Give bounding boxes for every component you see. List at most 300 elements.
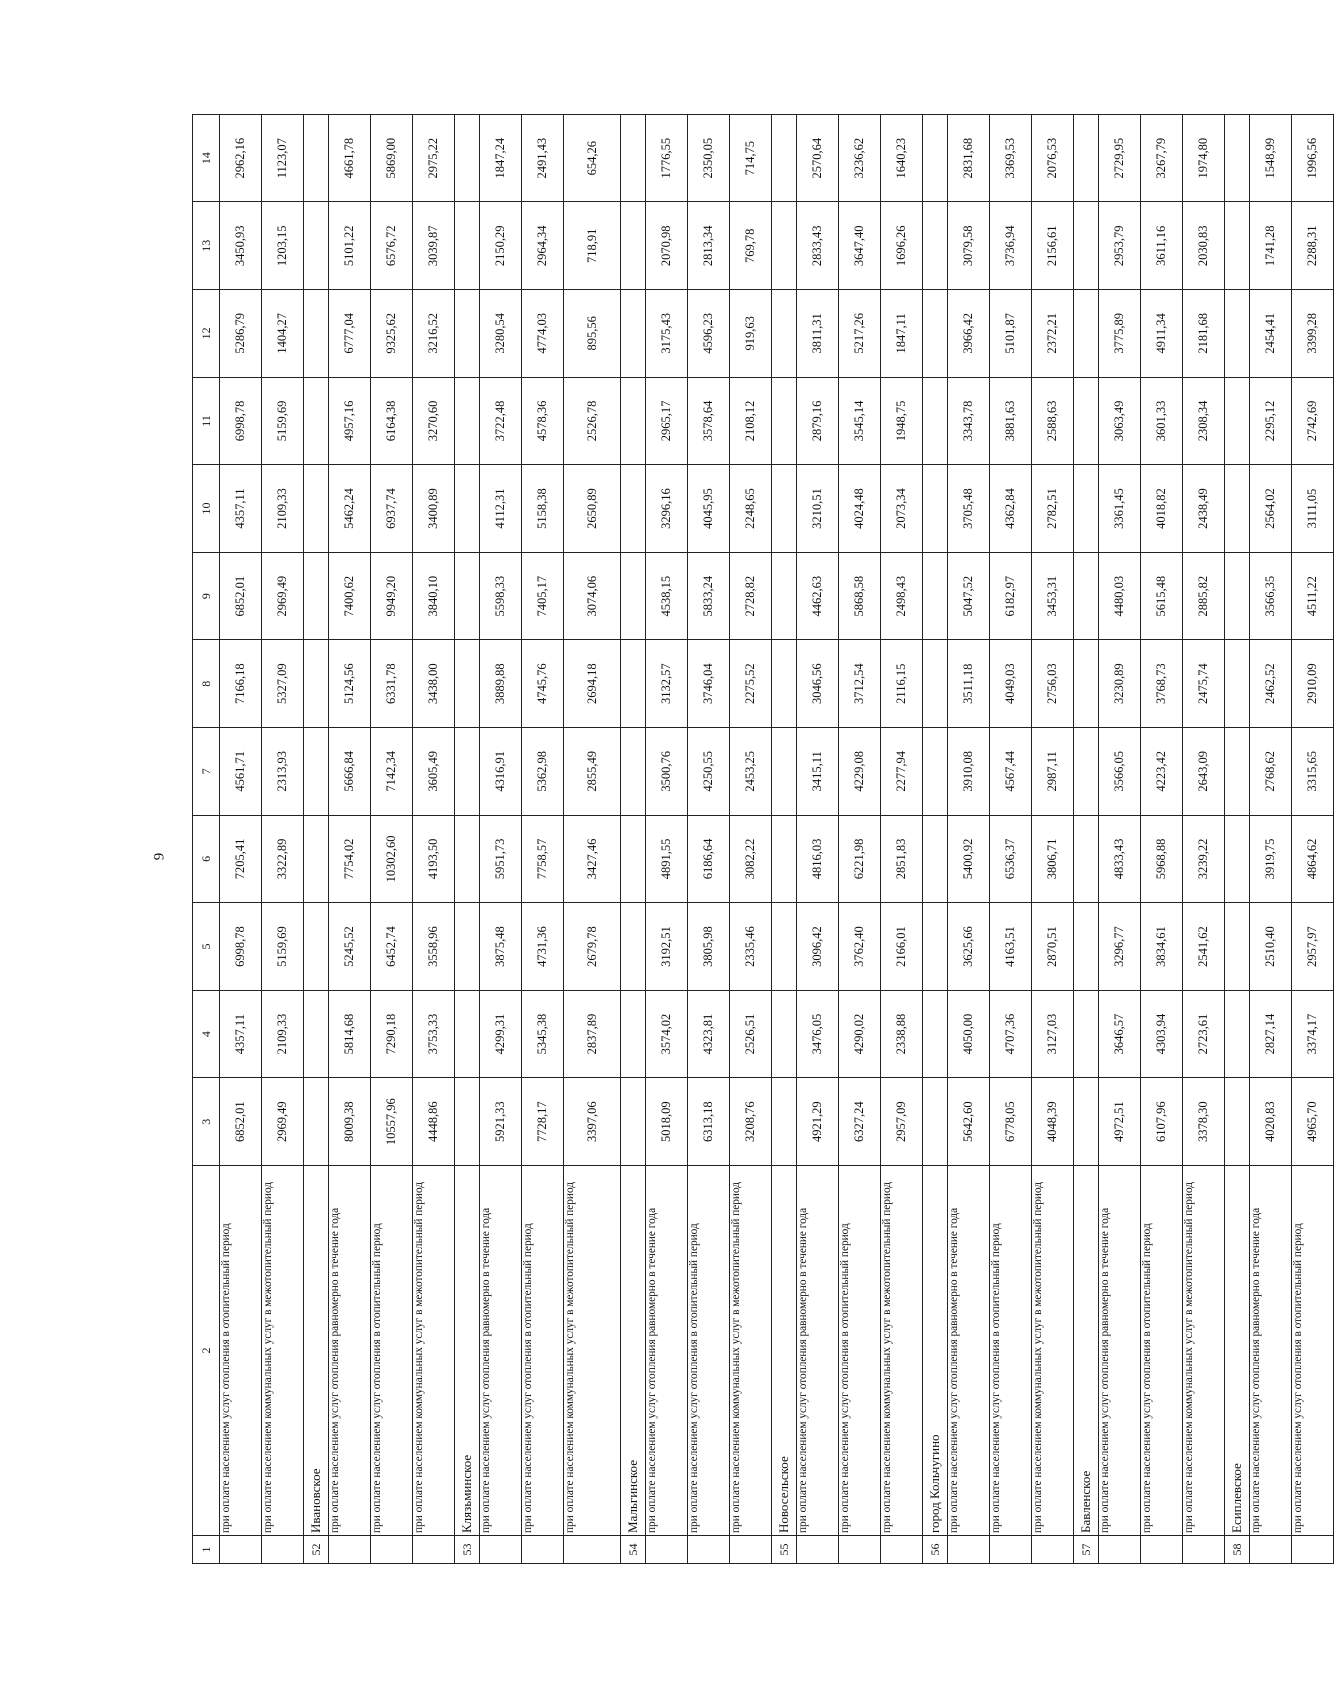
value-cell: 5666,84 (329, 728, 371, 816)
value-cell: 5362,98 (522, 728, 564, 816)
value-cell: 3039,87 (413, 202, 455, 290)
row-index (1250, 1536, 1292, 1564)
value-cell: 4972,51 (1099, 1078, 1141, 1166)
value-cell: 6164,38 (371, 377, 413, 465)
value-cell: 2833,43 (797, 202, 839, 290)
value-cell: 2756,03 (1032, 640, 1074, 728)
value-cell: 6221,98 (839, 815, 881, 903)
value-cell: 5814,68 (329, 990, 371, 1078)
value-cell: 4707,36 (990, 990, 1032, 1078)
value-cell: 2729,95 (1099, 114, 1141, 202)
table-row (839, 114, 881, 1563)
value-cell: 4299,31 (480, 990, 522, 1078)
value-cell: 5400,92 (948, 815, 990, 903)
value-cell: 4462,63 (797, 552, 839, 640)
value-cell: 6107,96 (1141, 1078, 1183, 1166)
value-cell: 2855,49 (564, 728, 621, 816)
value-cell: 2277,94 (881, 728, 923, 816)
value-cell: 4816,03 (797, 815, 839, 903)
value-cell: 3082,22 (730, 815, 772, 903)
value-cell: 3210,51 (797, 465, 839, 553)
value-cell: 3511,18 (948, 640, 990, 728)
table-row (881, 114, 923, 1563)
value-cell: 2643,09 (1183, 728, 1225, 816)
value-cell: 1696,26 (881, 202, 923, 290)
empty-cell (1225, 728, 1250, 816)
value-cell: 2526,78 (564, 377, 621, 465)
row-description: при оплате населением коммунальных услуг в межотопительный период (730, 1166, 772, 1536)
value-cell: 5615,48 (1141, 552, 1183, 640)
empty-cell (772, 202, 797, 290)
empty-cell (772, 290, 797, 378)
value-cell: 4018,82 (1141, 465, 1183, 553)
table-row (329, 114, 371, 1563)
value-cell: 2782,51 (1032, 465, 1074, 553)
value-cell: 2070,98 (646, 202, 688, 290)
empty-cell (621, 728, 646, 816)
value-cell: 3267,79 (1141, 114, 1183, 202)
value-cell: 3919,75 (1250, 815, 1292, 903)
value-cell: 5217,26 (839, 290, 881, 378)
value-cell: 2969,49 (262, 552, 304, 640)
row-description: при оплате населением услуг отопления в отопительный период (1141, 1166, 1183, 1536)
value-cell: 5642,60 (948, 1078, 990, 1166)
table-row (564, 114, 621, 1563)
section-title: Есиплевское (1225, 1166, 1250, 1536)
value-cell: 4050,00 (948, 990, 990, 1078)
value-cell: 1996,56 (1292, 114, 1334, 202)
value-cell: 5286,79 (220, 290, 262, 378)
empty-cell (923, 903, 948, 991)
value-cell: 3374,17 (1292, 990, 1334, 1078)
section-index: 56 (923, 1536, 948, 1564)
table-row (948, 114, 990, 1563)
value-cell: 2831,68 (948, 114, 990, 202)
column-header-5: 5 (193, 903, 220, 991)
value-cell: 2885,82 (1183, 552, 1225, 640)
row-index (948, 1536, 990, 1564)
value-cell: 3578,64 (688, 377, 730, 465)
value-cell: 3881,63 (990, 377, 1032, 465)
row-index (688, 1536, 730, 1564)
value-cell: 2438,49 (1183, 465, 1225, 553)
value-cell: 895,56 (564, 290, 621, 378)
value-cell: 2338,88 (881, 990, 923, 1078)
value-cell: 6778,05 (990, 1078, 1032, 1166)
empty-cell (1225, 465, 1250, 553)
empty-cell (772, 465, 797, 553)
value-cell: 4911,34 (1141, 290, 1183, 378)
value-cell: 7142,34 (371, 728, 413, 816)
value-cell: 8009,38 (329, 1078, 371, 1166)
value-cell: 7400,62 (329, 552, 371, 640)
value-cell: 6186,64 (688, 815, 730, 903)
value-cell: 3438,00 (413, 640, 455, 728)
row-description: при оплате населением коммунальных услуг в межотопительный период (413, 1166, 455, 1536)
value-cell: 2248,65 (730, 465, 772, 553)
section-row (1074, 114, 1099, 1563)
value-cell: 1948,75 (881, 377, 923, 465)
value-cell: 2108,12 (730, 377, 772, 465)
value-cell: 4921,29 (797, 1078, 839, 1166)
value-cell: 6313,18 (688, 1078, 730, 1166)
value-cell: 7205,41 (220, 815, 262, 903)
value-cell: 4323,81 (688, 990, 730, 1078)
empty-cell (304, 114, 329, 202)
value-cell: 1548,99 (1250, 114, 1292, 202)
value-cell: 2975,22 (413, 114, 455, 202)
table-row (413, 114, 455, 1563)
value-cell: 3296,16 (646, 465, 688, 553)
empty-cell (1074, 114, 1099, 202)
value-cell: 3111,05 (1292, 465, 1334, 553)
value-cell: 3453,31 (1032, 552, 1074, 640)
value-cell: 2491,43 (522, 114, 564, 202)
empty-cell (621, 903, 646, 991)
value-cell: 2454,41 (1250, 290, 1292, 378)
table-row (1183, 114, 1225, 1563)
value-cell: 3762,40 (839, 903, 881, 991)
column-header-9: 9 (193, 552, 220, 640)
value-cell: 769,78 (730, 202, 772, 290)
row-description: при оплате населением услуг отопления равномерно в течение года (329, 1166, 371, 1536)
value-cell: 3079,58 (948, 202, 990, 290)
value-cell: 4020,83 (1250, 1078, 1292, 1166)
column-header-3: 3 (193, 1078, 220, 1166)
value-cell: 654,26 (564, 114, 621, 202)
value-cell: 2813,34 (688, 202, 730, 290)
value-cell: 1123,07 (262, 114, 304, 202)
empty-cell (304, 990, 329, 1078)
value-cell: 4193,50 (413, 815, 455, 903)
empty-cell (455, 552, 480, 640)
value-cell: 4048,39 (1032, 1078, 1074, 1166)
value-cell: 4561,71 (220, 728, 262, 816)
value-cell: 3574,02 (646, 990, 688, 1078)
value-cell: 3132,57 (646, 640, 688, 728)
row-index (262, 1536, 304, 1564)
value-cell: 9325,62 (371, 290, 413, 378)
value-cell: 3834,61 (1141, 903, 1183, 991)
row-index (839, 1536, 881, 1564)
value-cell: 4250,55 (688, 728, 730, 816)
value-cell: 3601,33 (1141, 377, 1183, 465)
value-cell: 4567,44 (990, 728, 1032, 816)
empty-cell (923, 202, 948, 290)
section-title: город Кольчугино (923, 1166, 948, 1536)
value-cell: 3722,48 (480, 377, 522, 465)
value-cell: 3046,56 (797, 640, 839, 728)
empty-cell (455, 114, 480, 202)
value-cell: 2679,78 (564, 903, 621, 991)
section-row (621, 114, 646, 1563)
empty-cell (1225, 990, 1250, 1078)
value-cell: 3736,94 (990, 202, 1032, 290)
section-row (923, 114, 948, 1563)
value-cell: 2650,89 (564, 465, 621, 553)
empty-cell (923, 552, 948, 640)
value-cell: 5921,33 (480, 1078, 522, 1166)
empty-cell (772, 815, 797, 903)
value-cell: 2150,29 (480, 202, 522, 290)
empty-cell (923, 815, 948, 903)
section-index: 53 (455, 1536, 480, 1564)
empty-cell (304, 290, 329, 378)
value-cell: 1847,11 (881, 290, 923, 378)
row-description: при оплате населением услуг отопления равномерно в течение года (646, 1166, 688, 1536)
value-cell: 10302,60 (371, 815, 413, 903)
value-cell: 718,91 (564, 202, 621, 290)
value-cell: 3063,49 (1099, 377, 1141, 465)
empty-cell (455, 202, 480, 290)
empty-cell (304, 728, 329, 816)
value-cell: 10557,96 (371, 1078, 413, 1166)
value-cell: 3175,43 (646, 290, 688, 378)
value-cell: 4774,03 (522, 290, 564, 378)
section-row (304, 114, 329, 1563)
empty-cell (455, 903, 480, 991)
value-cell: 4480,03 (1099, 552, 1141, 640)
column-header-6: 6 (193, 815, 220, 903)
empty-cell (772, 377, 797, 465)
section-row (455, 114, 480, 1563)
row-index (1099, 1536, 1141, 1564)
value-cell: 2728,82 (730, 552, 772, 640)
value-cell: 6576,72 (371, 202, 413, 290)
row-index (480, 1536, 522, 1564)
value-cell: 3840,10 (413, 552, 455, 640)
empty-cell (1074, 290, 1099, 378)
value-cell: 6937,74 (371, 465, 413, 553)
empty-cell (772, 1078, 797, 1166)
section-index: 55 (772, 1536, 797, 1564)
empty-cell (923, 465, 948, 553)
table-row (797, 114, 839, 1563)
value-cell: 5951,73 (480, 815, 522, 903)
value-cell: 2116,15 (881, 640, 923, 728)
value-cell: 5158,38 (522, 465, 564, 553)
value-cell: 7728,17 (522, 1078, 564, 1166)
row-index (371, 1536, 413, 1564)
empty-cell (621, 377, 646, 465)
value-cell: 3966,42 (948, 290, 990, 378)
value-cell: 2541,62 (1183, 903, 1225, 991)
column-header-4: 4 (193, 990, 220, 1078)
section-title: Ивановское (304, 1166, 329, 1536)
value-cell: 9949,20 (371, 552, 413, 640)
empty-cell (1074, 377, 1099, 465)
value-cell: 4049,03 (990, 640, 1032, 728)
row-index (797, 1536, 839, 1564)
tariff-table (192, 114, 1334, 1564)
row-description: при оплате населением услуг отопления в отопительный период (990, 1166, 1032, 1536)
value-cell: 3427,46 (564, 815, 621, 903)
value-cell: 2953,79 (1099, 202, 1141, 290)
value-cell: 3746,04 (688, 640, 730, 728)
value-cell: 1741,28 (1250, 202, 1292, 290)
row-description: при оплате населением коммунальных услуг в межотопительный период (262, 1166, 304, 1536)
value-cell: 2742,69 (1292, 377, 1334, 465)
row-description: при оплате населением услуг отопления в отопительный период (522, 1166, 564, 1536)
value-cell: 4229,08 (839, 728, 881, 816)
empty-cell (621, 114, 646, 202)
value-cell: 2957,09 (881, 1078, 923, 1166)
table-row (262, 114, 304, 1563)
table-row (1099, 114, 1141, 1563)
empty-cell (923, 377, 948, 465)
value-cell: 3216,52 (413, 290, 455, 378)
empty-cell (1074, 640, 1099, 728)
value-cell: 2564,02 (1250, 465, 1292, 553)
value-cell: 2969,49 (262, 1078, 304, 1166)
empty-cell (772, 728, 797, 816)
empty-cell (455, 815, 480, 903)
value-cell: 4024,48 (839, 465, 881, 553)
row-description: при оплате населением коммунальных услуг в межотопительный период (564, 1166, 621, 1536)
value-cell: 3647,40 (839, 202, 881, 290)
value-cell: 3397,06 (564, 1078, 621, 1166)
value-cell: 3625,66 (948, 903, 990, 991)
column-header-10: 10 (193, 465, 220, 553)
value-cell: 4745,76 (522, 640, 564, 728)
value-cell: 5327,09 (262, 640, 304, 728)
value-cell: 3399,28 (1292, 290, 1334, 378)
column-number-header-row (193, 114, 220, 1563)
value-cell: 3230,89 (1099, 640, 1141, 728)
value-cell: 3400,89 (413, 465, 455, 553)
value-cell: 2166,01 (881, 903, 923, 991)
value-cell: 2588,63 (1032, 377, 1074, 465)
row-index (1292, 1536, 1334, 1564)
empty-cell (455, 465, 480, 553)
value-cell: 5833,24 (688, 552, 730, 640)
empty-cell (1225, 377, 1250, 465)
table-row (1250, 114, 1292, 1563)
value-cell: 4731,36 (522, 903, 564, 991)
section-index: 58 (1225, 1536, 1250, 1564)
value-cell: 2870,51 (1032, 903, 1074, 991)
empty-cell (621, 290, 646, 378)
value-cell: 1404,27 (262, 290, 304, 378)
value-cell: 7758,57 (522, 815, 564, 903)
empty-cell (923, 290, 948, 378)
empty-cell (772, 640, 797, 728)
value-cell: 5101,22 (329, 202, 371, 290)
empty-cell (772, 903, 797, 991)
row-index (564, 1536, 621, 1564)
value-cell: 6536,37 (990, 815, 1032, 903)
empty-cell (455, 290, 480, 378)
value-cell: 3280,54 (480, 290, 522, 378)
page-number: 9 (151, 852, 168, 861)
value-cell: 6852,01 (220, 1078, 262, 1166)
table-row (371, 114, 413, 1563)
value-cell: 3296,77 (1099, 903, 1141, 991)
empty-cell (621, 815, 646, 903)
value-cell: 3315,65 (1292, 728, 1334, 816)
value-cell: 4511,22 (1292, 552, 1334, 640)
empty-cell (1074, 465, 1099, 553)
value-cell: 2851,83 (881, 815, 923, 903)
empty-cell (772, 552, 797, 640)
value-cell: 2768,62 (1250, 728, 1292, 816)
row-description: при оплате населением услуг отопления равномерно в течение года (948, 1166, 990, 1536)
empty-cell (1074, 990, 1099, 1078)
value-cell: 3500,76 (646, 728, 688, 816)
empty-cell (621, 552, 646, 640)
value-cell: 1640,23 (881, 114, 923, 202)
value-cell: 3378,30 (1183, 1078, 1225, 1166)
value-cell: 2109,33 (262, 990, 304, 1078)
row-index (220, 1536, 262, 1564)
value-cell: 5018,09 (646, 1078, 688, 1166)
value-cell: 2335,46 (730, 903, 772, 991)
row-index (1032, 1536, 1074, 1564)
empty-cell (455, 640, 480, 728)
column-header-14: 14 (193, 114, 220, 202)
value-cell: 2965,17 (646, 377, 688, 465)
table-row (522, 114, 564, 1563)
empty-cell (621, 202, 646, 290)
value-cell: 4596,23 (688, 290, 730, 378)
value-cell: 4303,94 (1141, 990, 1183, 1078)
empty-cell (1225, 903, 1250, 991)
value-cell: 2837,89 (564, 990, 621, 1078)
empty-cell (1074, 815, 1099, 903)
value-cell: 1974,80 (1183, 114, 1225, 202)
value-cell: 3127,03 (1032, 990, 1074, 1078)
value-cell: 4045,95 (688, 465, 730, 553)
empty-cell (1225, 815, 1250, 903)
section-index: 57 (1074, 1536, 1099, 1564)
value-cell: 5869,00 (371, 114, 413, 202)
table-row (220, 114, 262, 1563)
value-cell: 7290,18 (371, 990, 413, 1078)
value-cell: 3611,16 (1141, 202, 1183, 290)
value-cell: 3192,51 (646, 903, 688, 991)
column-header-11: 11 (193, 377, 220, 465)
value-cell: 5598,33 (480, 552, 522, 640)
value-cell: 3910,08 (948, 728, 990, 816)
row-description: при оплате населением услуг отопления в отопительный период (688, 1166, 730, 1536)
value-cell: 3343,78 (948, 377, 990, 465)
value-cell: 2156,61 (1032, 202, 1074, 290)
value-cell: 2313,93 (262, 728, 304, 816)
section-index: 54 (621, 1536, 646, 1564)
row-index (730, 1536, 772, 1564)
empty-cell (304, 202, 329, 290)
column-header-13: 13 (193, 202, 220, 290)
empty-cell (621, 465, 646, 553)
value-cell: 3074,06 (564, 552, 621, 640)
table-row (1032, 114, 1074, 1563)
value-cell: 3768,73 (1141, 640, 1183, 728)
value-cell: 919,63 (730, 290, 772, 378)
value-cell: 2475,74 (1183, 640, 1225, 728)
value-cell: 6327,24 (839, 1078, 881, 1166)
row-description: при оплате населением услуг отопления в отопительный период (1292, 1166, 1334, 1536)
value-cell: 2526,51 (730, 990, 772, 1078)
value-cell: 4578,36 (522, 377, 564, 465)
value-cell: 5159,69 (262, 377, 304, 465)
column-header-2: 2 (193, 1166, 220, 1536)
value-cell: 2964,34 (522, 202, 564, 290)
value-cell: 2694,18 (564, 640, 621, 728)
value-cell: 6852,01 (220, 552, 262, 640)
row-description: при оплате населением услуг отопления равномерно в течение года (1099, 1166, 1141, 1536)
value-cell: 6998,78 (220, 903, 262, 991)
value-cell: 4891,55 (646, 815, 688, 903)
